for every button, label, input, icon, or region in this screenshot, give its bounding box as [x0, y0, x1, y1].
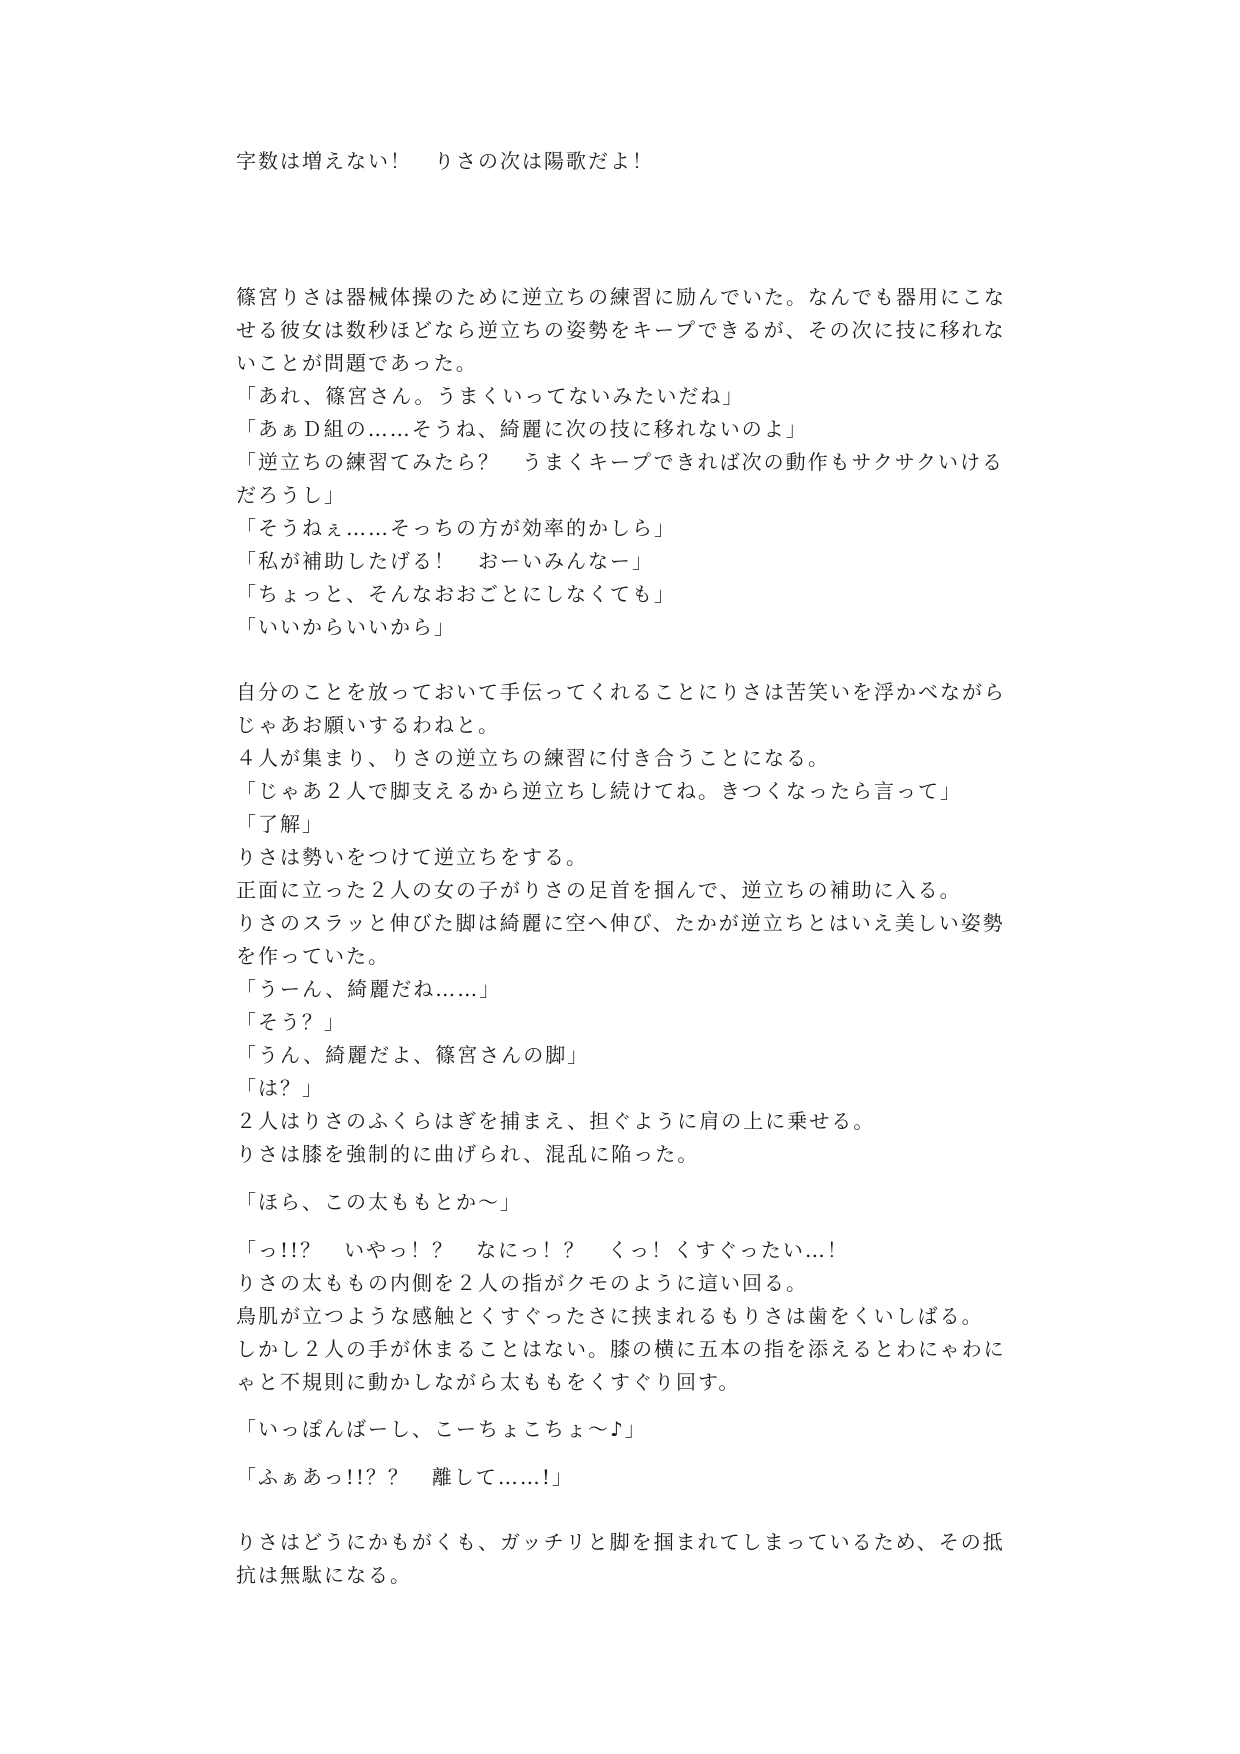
text-line: 「っ!!？ いやっ！？ なにっ！？ くっ！くすぐったい…！ — [236, 1238, 849, 1262]
text-line: りさはどうにかもがくも、ガッチリと脚を掴まれてしまっているため、その抵 — [236, 1530, 1005, 1554]
text-line: 「ふぁあっ!!？？ 離して……!」 — [236, 1465, 574, 1489]
text-line: 「そう？」 — [236, 1010, 346, 1034]
text-line: 抗は無駄になる。 — [236, 1563, 412, 1587]
text-line: りさの太ももの内側を２人の指がクモのように這い回る。 — [236, 1271, 808, 1295]
text-line: りさは勢いをつけて逆立ちをする。 — [236, 845, 588, 869]
text-line: 鳥肌が立つような感触とくすぐったさに挟まれるもりさは歯をくいしばる。 — [236, 1304, 984, 1328]
text-line: いことが問題であった。 — [236, 351, 478, 375]
text-line: 「あれ、篠宮さん。うまくいってないみたいだね」 — [236, 384, 745, 408]
text-line: 「いっぽんばーし、こーちょこちょ〜♪」 — [236, 1417, 647, 1441]
text-line: 「いいからいいから」 — [236, 615, 456, 639]
text-line: 「了解」 — [236, 812, 324, 836]
text-line: 自分のことを放っておいて手伝ってくれることにりさは苦笑いを浮かべながら — [236, 680, 1006, 704]
text-line: 「うん、綺麗だよ、篠宮さんの脚」 — [236, 1043, 590, 1067]
text-line: 「ちょっと、そんなおおごとにしなくても」 — [236, 582, 676, 606]
text-line: 「そうねぇ……そっちの方が効率的かしら」 — [236, 516, 676, 540]
text-line: 「逆立ちの練習てみたら？ うまくキープできれば次の動作もサクサクいける — [236, 450, 1004, 474]
text-line: 「あぁＤ組の……そうね、綺麗に次の技に移れないのよ」 — [236, 417, 808, 441]
text-line: じゃあお願いするわねと。 — [236, 713, 500, 737]
text-line: せる彼女は数秒ほどなら逆立ちの姿勢をキープできるが、その次に技に移れな — [236, 318, 1006, 342]
text-line: しかし２人の手が休まることはない。膝の横に五本の指を添えるとわにゃわに — [236, 1337, 1006, 1361]
text-line: りさは膝を強制的に曲げられ、混乱に陥った。 — [236, 1142, 700, 1166]
text-line: ２人はりさのふくらはぎを捕まえ、担ぐように肩の上に乗せる。 — [236, 1109, 876, 1133]
text-line: 「ほら、この太ももとか〜」 — [236, 1190, 522, 1214]
text-line: 篠宮りさは器械体操のために逆立ちの練習に励んでいた。なんでも器用にこな — [236, 285, 1006, 309]
text-line: りさのスラッと伸びた脚は綺麗に空へ伸び、たかが逆立ちとはいえ美しい姿勢 — [236, 911, 1005, 935]
text-line: だろうし」 — [236, 483, 346, 507]
text-line: ４人が集まり、りさの逆立ちの練習に付き合うことになる。 — [236, 746, 830, 770]
heading-line: 字数は増えない！ りさの次は陽歌だよ！ — [236, 149, 654, 173]
text-line: ゃと不規則に動かしながら太ももをくすぐり回す。 — [236, 1370, 741, 1394]
text-line: 「うーん、綺麗だね……」 — [236, 977, 502, 1001]
text-line: 正面に立った２人の女の子がりさの足首を掴んで、逆立ちの補助に入る。 — [236, 878, 962, 902]
text-line: 「じゃあ２人で脚支えるから逆立ちし続けてね。きつくなったら言って」 — [236, 779, 962, 803]
text-line: 「私が補助したげる！ おーいみんなー」 — [236, 549, 654, 573]
text-line: を作っていた。 — [236, 944, 390, 968]
text-line: 「は？」 — [236, 1076, 324, 1100]
